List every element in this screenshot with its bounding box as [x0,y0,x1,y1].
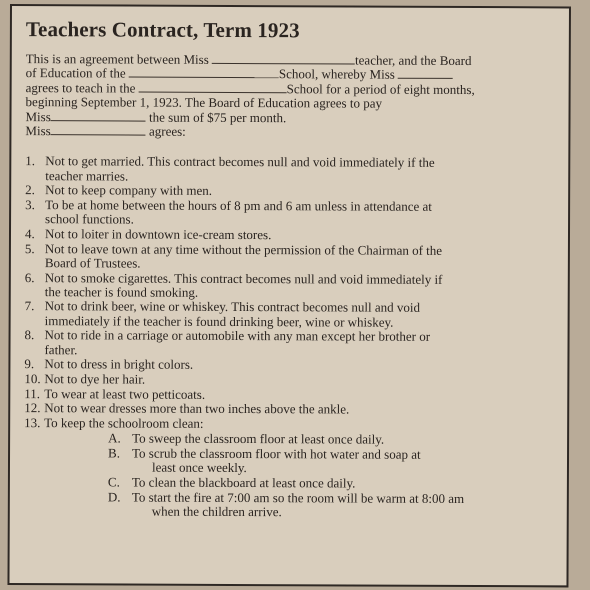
cleaning-subrules-list [44,431,557,520]
rule-item: 5. Not to leave town at any time without the permission of the Chairman of the Board of Trustees. [24,240,443,271]
rule-item: 2. Not to keep company with men. [25,182,213,199]
miss-name-blank [51,110,146,121]
intro-text: beginning September 1, 1923. The Board of Education agrees to pay [25,94,383,111]
rule-item: 3. To be at home between the hours of 8 pm and 6 am unless in attendance at school functions. [25,197,432,227]
subrule-item: B. To scrub the classroom floor with hot water and soap at least once weekly. [108,445,421,476]
rule-item: 11. To wear at least two petticoats. [24,385,206,402]
intro-text: agrees: [148,123,186,139]
intro-text: Miss [25,108,51,124]
intro-text: of Education of the [25,65,126,81]
board-name-blank [129,67,279,79]
rule-item: 13. To keep the schoolroom clean: A. To sweep the classroom floor at least once daily. B. To scrub the classroom floor with hot water and soap at least once weekly. C. To clean the blackboard at least once daily. D. To start the fire at 7:00 am so the room will be warm at 8:00 am when the children arrive. [24,416,557,520]
intro-text: School, whereby Miss [278,66,395,83]
subrule-item: A. To sweep the classroom floor at least once daily. [108,430,385,447]
subrule-item: C. To clean the blackboard at least once daily. [107,474,356,491]
school-name-blank [139,81,287,93]
agreement-paragraph [25,52,558,141]
rule-item: 12. Not to wear dresses more than two inches above the ankle. [24,400,350,417]
intro-text: Miss [25,123,51,139]
intro-text: the sum of $75 per month. [149,109,287,125]
intro-text: agrees to teach in the [25,79,136,96]
subrule-item: D. To start the fire at 7:00 am so the room will be warm at 8:00 am when the children arrive. [107,489,465,520]
intro-text: teacher, and the Board [355,52,472,69]
intro-text: This is an agreement between Miss [25,51,209,67]
rule-item: 6. Not to smoke cigarettes. This contract becomes null and void immediately if the teacher is found smoking. [24,269,443,300]
rule-item: 8. Not to ride in a carriage or automobile with any man except her brother or father. [24,327,431,357]
rule-item: 1. Not to get married. This contract becomes null and void immediately if the teacher marries. [25,153,435,184]
rule-item: 9. Not to dress in bright colors. [24,356,194,373]
rule-item: 4. Not to loiter in downtown ice-cream stores. [24,226,272,243]
miss-name-blank [51,124,146,135]
teacher-name-blank [212,53,355,65]
intro-text: School for a period of eight months, [286,81,475,97]
rules-list [24,155,559,521]
miss-name-blank [398,68,453,79]
rule-item: 10. Not to dye her hair. [24,371,146,387]
rule-item: 7. Not to drink beer, wine or whiskey. This contract becomes null and void immediately if the teacher is found drinking beer, wine or whiskey. [24,298,421,330]
contract-document [7,4,571,587]
document-title: Teachers Contract, Term 1923 [25,17,300,43]
